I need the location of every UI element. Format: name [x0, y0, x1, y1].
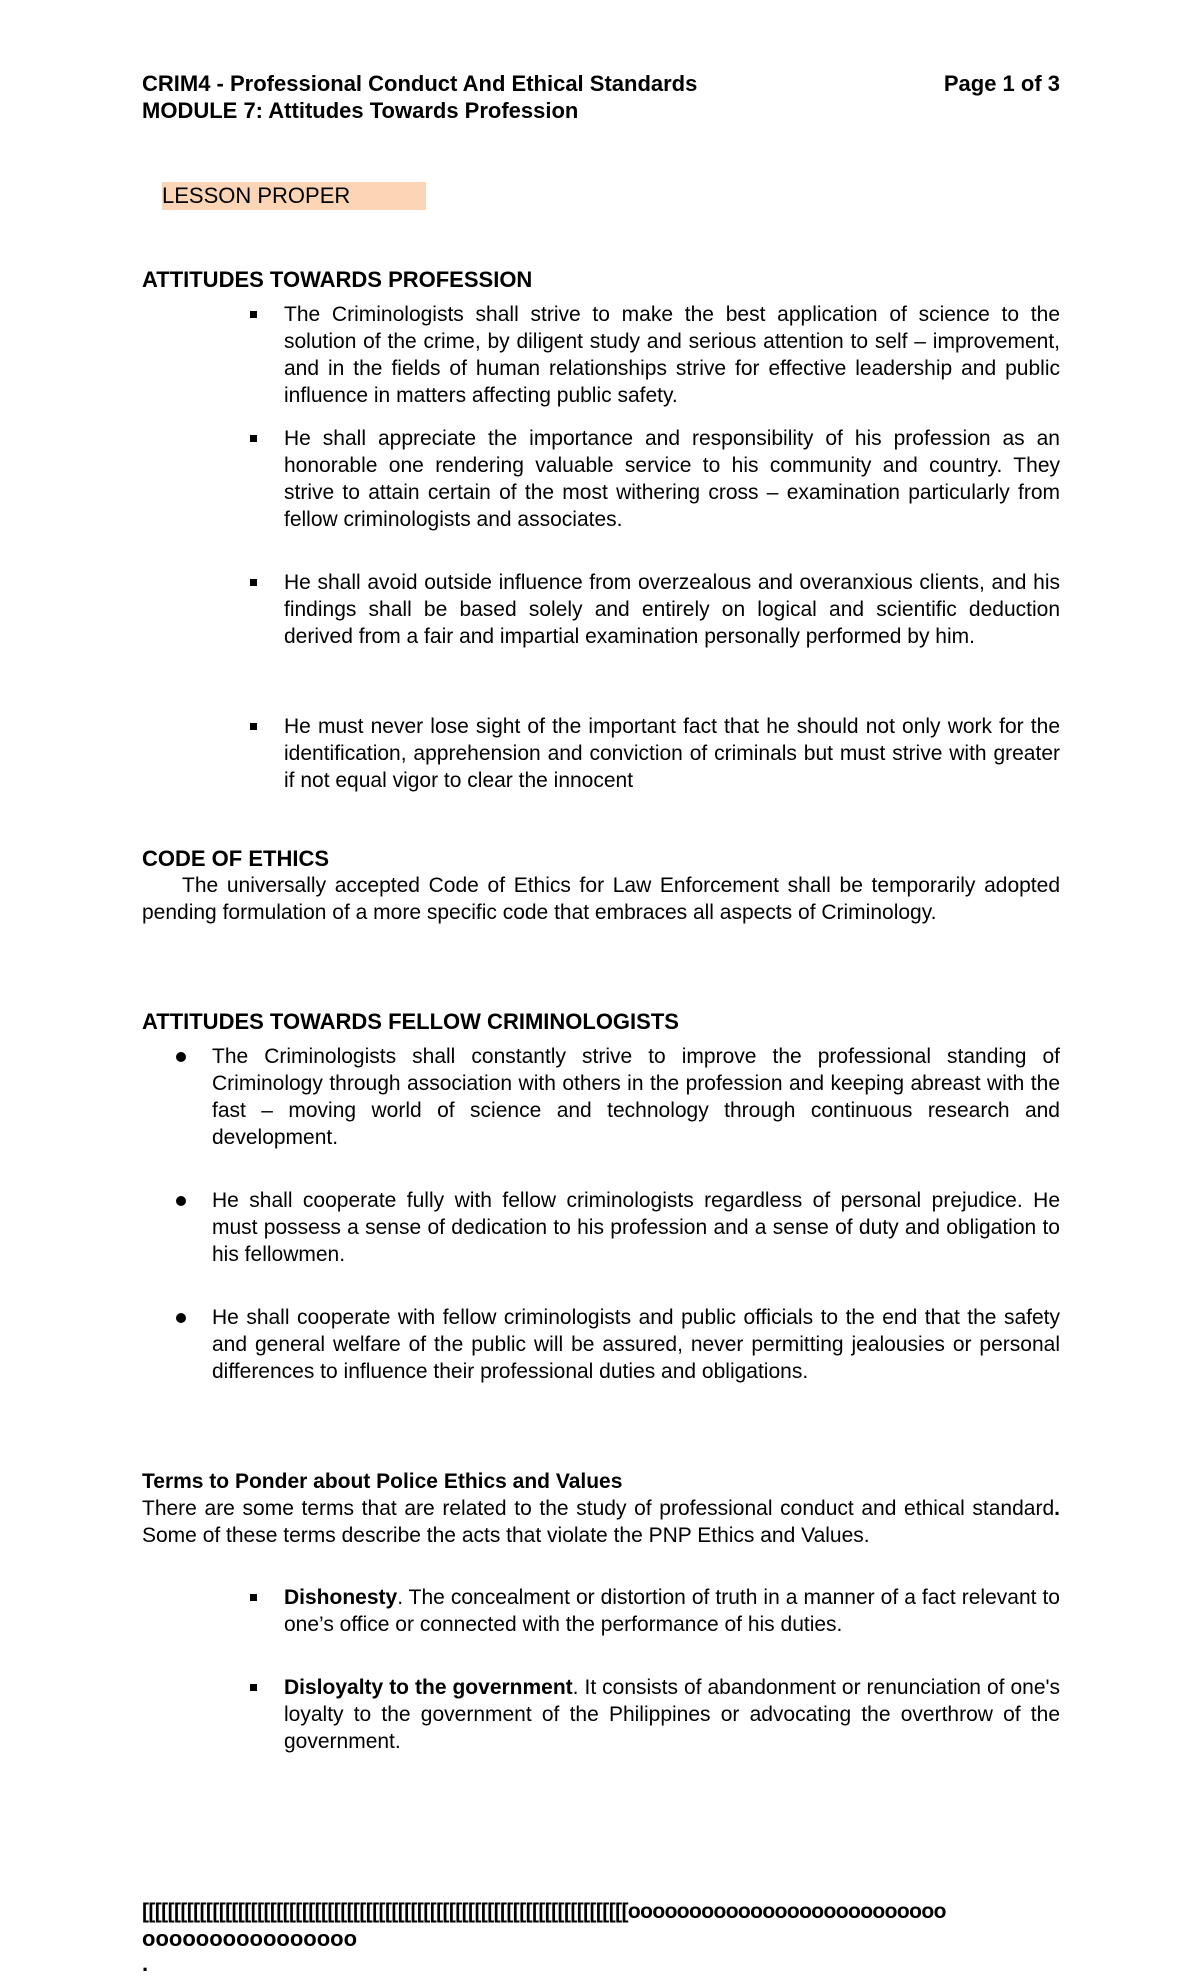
list-item-text: He shall cooperate with fellow criminologists and public officials to the end that the safety and general welfare of the public will be assured, never permitting jealousies or personal differences to influence their professional duties and obligations. — [212, 1306, 1060, 1383]
square-bullet-icon — [250, 723, 257, 730]
list-item — [284, 713, 1060, 794]
lesson-proper-label: LESSON PROPER — [162, 182, 426, 210]
list-item — [212, 1187, 1060, 1304]
round-bullet-icon — [176, 1196, 186, 1206]
course-title: CRIM4 - Professional Conduct And Ethical Standards — [142, 71, 698, 96]
list-item — [212, 1304, 1060, 1385]
terms-intro-period: . — [1054, 1497, 1060, 1520]
term-definition — [284, 1584, 1060, 1638]
round-bullet-icon — [176, 1052, 186, 1062]
term-name: Disloyalty to the government — [284, 1676, 573, 1699]
section-title-fellow: ATTITUDES TOWARDS FELLOW CRIMINOLOGISTS — [142, 1009, 679, 1034]
code-of-ethics-text: The universally accepted Code of Ethics for Law Enforcement shall be temporarily adopted pending formulation of a more specific code that embraces all aspects of Criminology. — [142, 874, 1060, 924]
term-text: . The concealment or distortion of truth in a manner of a fact relevant to one’s office or connected with the performance of his duties. — [284, 1586, 1060, 1636]
footer-artifact-line-2: oooooooooooooooo — [142, 1926, 358, 1951]
term-definition — [284, 1674, 1060, 1755]
round-bullet-icon — [176, 1313, 186, 1323]
terms-intro-part-b: Some of these terms describe the acts that violate the PNP Ethics and Values. — [142, 1524, 870, 1547]
square-bullet-icon — [250, 435, 257, 442]
list-item — [284, 425, 1060, 569]
list-item — [284, 569, 1060, 713]
square-bullet-icon — [250, 1684, 257, 1691]
list-item-text: The Criminologists shall constantly strive to improve the professional standing of Criminology through association with others in the profession and keeping abreast with the fast – moving world of science and technology through continuous research and development. — [212, 1045, 1060, 1149]
square-bullet-icon — [250, 311, 257, 318]
terms-list — [284, 1584, 1060, 1755]
section-title-profession: ATTITUDES TOWARDS PROFESSION — [142, 267, 533, 292]
fellow-list — [212, 1043, 1060, 1385]
document-page — [142, 70, 1061, 1976]
term-name: Dishonesty — [284, 1586, 398, 1609]
section-title-code-of-ethics: CODE OF ETHICS — [142, 846, 330, 871]
list-item — [284, 1584, 1060, 1674]
footer-artifact-line-1: [[[[[[[[[[[[[[[[[[[[[[[[[[[[[[[[[[[[[[[[[[[[[[[[[[[[[[[[[[[[[[[[[[[[[[[[[[[[oooooooooooooooooooooooooo — [142, 1900, 946, 1923]
list-item — [284, 1674, 1060, 1755]
footer-artifact-line-3: . — [142, 1951, 149, 1976]
square-bullet-icon — [250, 1594, 257, 1601]
list-item-text: He shall appreciate the importance and responsibility of his profession as an honorable one rendering valuable service to his community and country. They strive to attain certain of the most withering cross – examination particularly from fellow criminologists and associates. — [284, 427, 1060, 531]
page-number: Page 1 of 3 — [943, 71, 1060, 96]
terms-intro — [142, 1495, 1060, 1549]
list-item-text: He shall cooperate fully with fellow criminologists regardless of personal prejudice. He must possess a sense of dedication to his profession and a sense of duty and obligation to his fellowmen. — [212, 1189, 1060, 1266]
profession-list — [284, 301, 1060, 794]
terms-intro-part-a: There are some terms that are related to the study of professional conduct and ethical standard — [142, 1497, 1055, 1520]
list-item-text: The Criminologists shall strive to make the best application of science to the solution of the crime, by diligent study and serious attention to self – improvement, and in the fields of human relationships strive for effective leadership and public influence in matters affecting public safety. — [284, 303, 1060, 407]
square-bullet-icon — [250, 579, 257, 586]
term-text: . It consists of abandonment or renunciation of one's loyalty to the government of the Philippines or advocating the overthrow of the government. — [284, 1676, 1061, 1753]
list-item-text: He shall avoid outside influence from overzealous and overanxious clients, and his findings shall be based solely and entirely on logical and scientific deduction derived from a fair and impartial examination personally performed by him. — [284, 571, 1060, 648]
module-title: MODULE 7: Attitudes Towards Profession — [142, 98, 579, 123]
page-header — [142, 70, 1060, 124]
list-item — [212, 1043, 1060, 1187]
list-item-text: He must never lose sight of the important fact that he should not only work for the identification, apprehension and conviction of criminals but must strive with greater if not equal vigor to clear the innocent — [284, 715, 1060, 792]
list-item — [284, 301, 1060, 425]
section-title-terms: Terms to Ponder about Police Ethics and Values — [142, 1470, 623, 1493]
